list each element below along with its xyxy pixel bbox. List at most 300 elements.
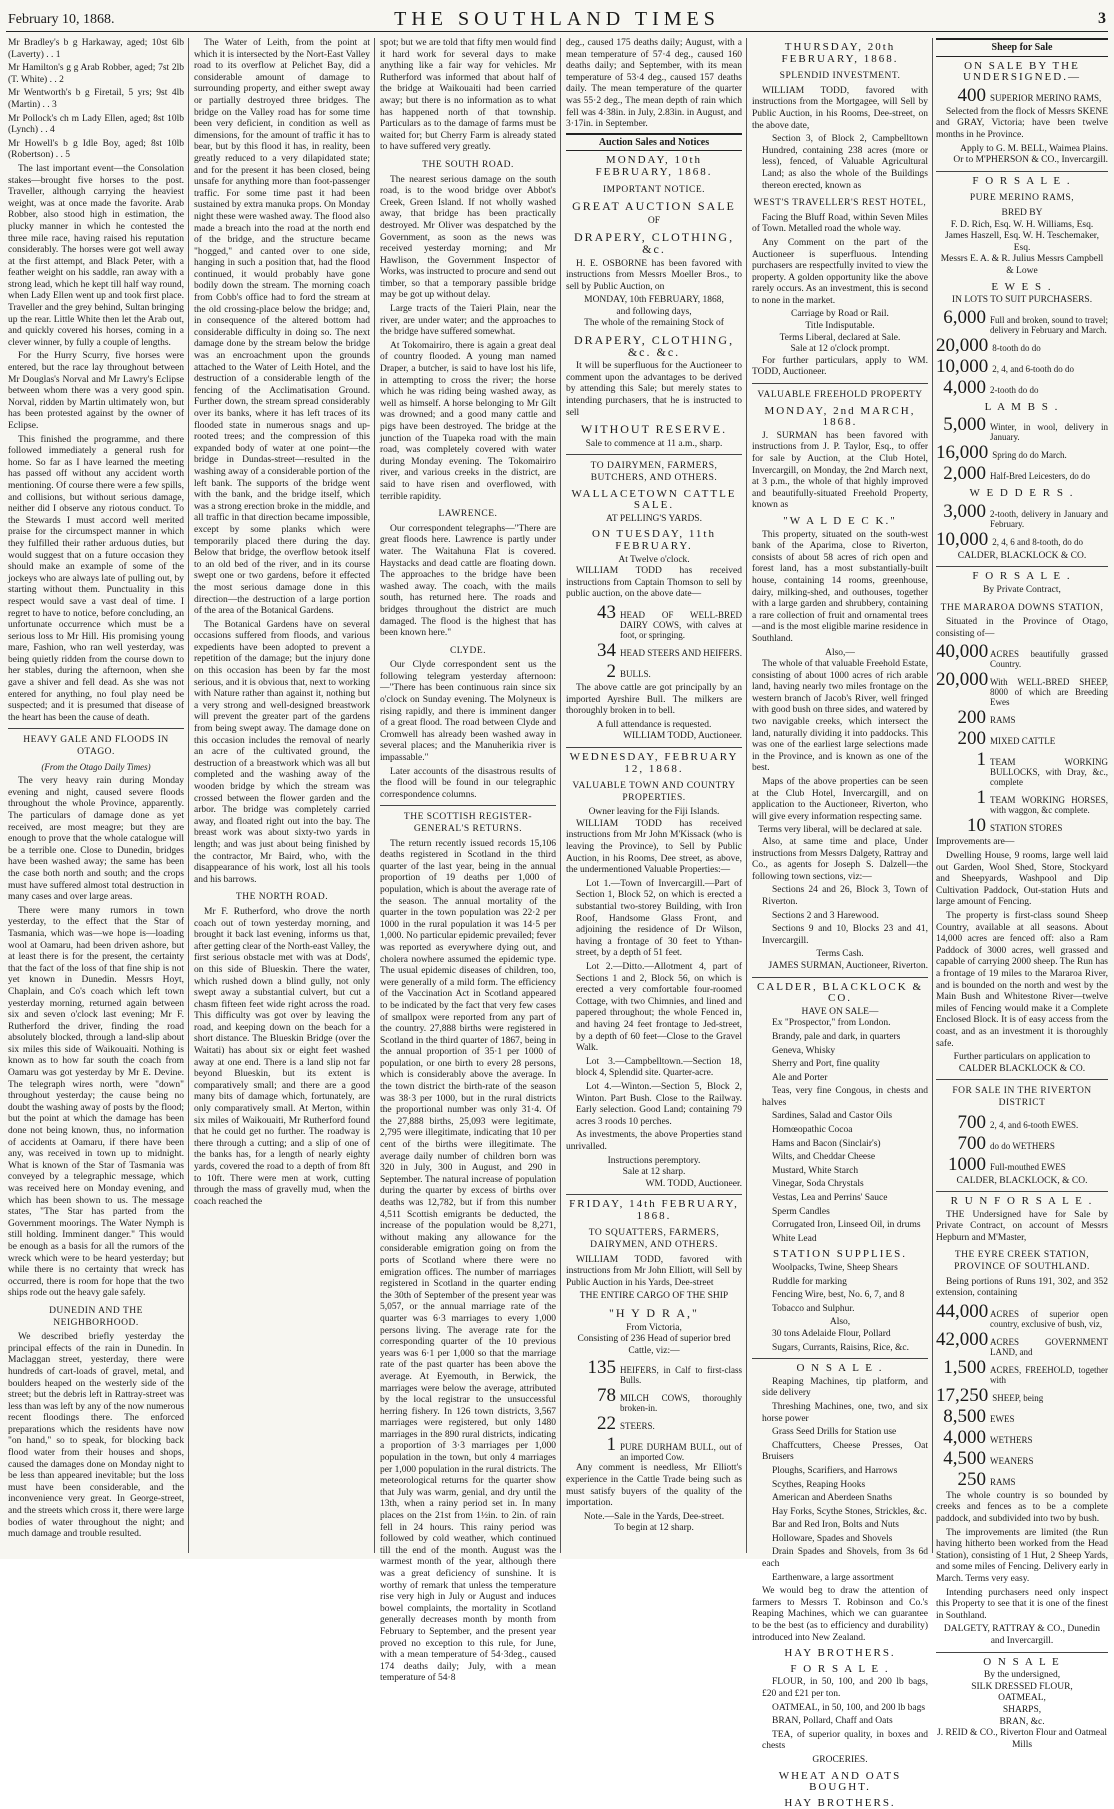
lot-item (936, 464, 1108, 484)
page-number: 3 (1098, 10, 1106, 27)
lot-text: EWES (990, 1413, 1015, 1424)
ad-text: By Private Contract, (983, 585, 1061, 596)
ad-text: The above cattle are got principally by an imported Ayrshire Bull. The milkers are thoroughly broken in to bell. (566, 682, 742, 717)
lot-text: ACRES beautifully grassed Country. (990, 649, 1108, 670)
column-3 (380, 38, 556, 1684)
ad-text: Terms Cash. (816, 949, 864, 960)
list-item: Teas, very fine Congous, in chests and halves (762, 1086, 928, 1108)
lot-text: 8-tooth do do (992, 342, 1041, 353)
article-paragraph: The return recently issued records 15,106 deaths registered in Scotland in the third quarter of the last year, being in the annual proportion of 19 deaths per 1,000 of population, which is about the average rate of the season. The annual mortality of the quarter in the town population was 22·2 per 1000 in the rural population it was 14·5 per 1,000. No particular epidemic prevailed; fever was reported as everywhere dying out, and cholera nowhere assumed the epidemic type. The usual epidemic diseases of children, too, were generally of a mild form. The efficiency of the Vaccination Act in Scotland appeared to be indicated by the fact that very few cases of smallpox were reported from any part of the country. 27,888 births were registered in Scotland in the third quarter of 1867, being in the annual proportion of 35·1 per 1000 of population, or one birth to every 28 persons, which is considerably above the average. In the town district the birth-rate of the season was 38·3 per 1000, but in the rural districts the proportional number was only 31·4. Of the 27,888 births, 25,093 were legitimate, 2,795 were illegitimate, indicating that 10 per cent of the births were illegitimate. The average daily number of children born was 320 in July, 300 in August, and 290 in September. The natural increase of population during the quarter by excess of births over deaths was 12,782, but if from this number 4,511 Scottish emigrants be deducted, the increase of the population would be 8,271, without making any allowance for the considerable emigration going on from the ports of Scotland where there were no emigration offices. The number of marriages registered in Scotland in the quarter ending the 30th of September of the present year was 5,057, or the annual marriage rate of the quarter was 6·3 marriages to every 1,000 persons living. The average rate for the corresponding quarter of the 10 previous years was 6·1 per 1,000 so that the marriage rate of the past quarter has been above the average. At Eyemouth, in Berwick, the marriages were below the average, attributed by the local registrar to the unsuccessful herring fishery. In 126 town districts, 3,567 marriages were registered, but only 1480 marriages in the 890 rural districts, indicating a proportion of 3·3 marriages per 1,000 population in the town, but only 4 marriages per 1,000 population in the rural districts. The meteorological returns for the quarter show that July was warm, genial, and dry until the 13th, when a rainy period set in. In many places on the 21st from 1½in. to 2in. of rain fell in 24 hours. This rainy period was followed by cold weather, which continued till the end of the month. August was the warmest month of the year, although there was a great deficiency of sunshine. It is worthy of remark that unless the temperature rise very high in July or August and induces bowel complaints, the mortality in Scotland generally decreases month by month from February to September, and the present year proved no exception to this rule, for June, with a mean temperature of 54·3deg., caused 174 deaths daily; July, with a mean temperature of 54·8 (380, 838, 556, 1684)
lot-number: 40,000 (936, 641, 989, 663)
article-paragraph: spot; but we are told that fifty men would find it hard work for several days to make anything like a fair way for vehicles. Mr Rutherford was informed that about half of the bridge at Waikouaiti had been carried away; but there is no information as to what has happened north of that township. Particulars as to the damage of farms must be waited for; but Cherry Farm is already stated to have suffered very greatly. (380, 38, 556, 153)
race-result: Mr Pollock's ch m Lady Ellen, aged; 8st 10lb (Lynch) . . 4 (8, 113, 184, 136)
lot-item (936, 357, 1108, 377)
list-item: Mustard, White Starch (772, 1165, 859, 1176)
ad-text: The whole of the remaining Stock of (584, 318, 724, 329)
column-6 (936, 38, 1108, 1750)
lot-number: 400 (957, 84, 986, 106)
ad-text: Section 3, of Block 2, Campbelltown Hundred, containing 238 acres (more or less), fenced, of Valuable Agricultural Land; as also the whole of the Buildings thereon erected, known as (762, 134, 928, 191)
ad-title: WALLACETOWN CATTLE SALE. (571, 487, 737, 512)
article-paragraph: There were many rumors in town yesterday, to the effect that the Star of Tasmania, which was—we hope is—loading wool at Oamaru, had been driven ashore, but at least there is for the present, the certainty that the fact of the loss of that fine ship is not yet known in Dunedin. Messrs Hoyt, Chaplain, and Co's coach which left town yesterday morning, returned again between six and seven o'clock last evening; Mr F. Rutherford the driver, finding the road absolutely blocked, through a land-slip about six miles this side of Waikouaiti. Nothing is known as to how far south the coach from Oamaru was got yesterday by Mr E. Devine. The telegraph wires north, were "down" throughout yesterday; the cause being no doubt the washing away of posts by the flood; but the point at which the damage has been done not being known, thus, no information of accidents at Oamaru, if there have been any, was received in town up to midnight. What is known of the Star of Tasmania was conveyed by a telegraphic message, which was received here on Monday evening, and which has been shown to us. The message states, "The Star has parted from the Government moorings. The Water Nymph is still holding. Imminent danger." This would be enough as a basis for all the rumors of the wreck which were to be heard yesterday; but while there is no certainty that wreck has occurred, there is room for hope that the two ships rode out the heavy gale safely. (8, 905, 184, 1299)
ad-text: James Haszell, Esq. W. H. Teschemaker, Esq. (945, 231, 1099, 253)
ad-text: Also, (829, 1317, 851, 1328)
ad-text: Terms very liberal, will be declared at sale. (758, 825, 922, 836)
lot-item (936, 1330, 1108, 1357)
ad-text: As investments, the above Properties stand unrivalled. (566, 1130, 742, 1152)
divider (752, 977, 928, 978)
list-item: American and Aberdeen Snaths (772, 1493, 893, 1504)
ad-title: O N S A L E . (796, 1362, 884, 1375)
ad-text: We would beg to draw the attention of farmers to Messrs T. Robinson and Co.'s Reaping Machines, which we can guarantee to be the best (as to efficiency and durability) introduced into New Zealand. (752, 1586, 928, 1643)
ad-text: For further particulars, apply to WM. TODD, Auctioneer. (752, 355, 928, 378)
article-paragraph: The Botanical Gardens have on several occasions suffered from floods, and various expedients have been adopted to prevent a repetition of the damage; but the injury done on this occasion has been by far the most serious, and it is obvious that, next to working with Nature rather than against it, nothing but a very strong and well-designed breastwork will prevent the greater part of the gardens from being swept away. The damage done on this occasion includes the removal of nearly an acre of the cultivated ground, the destruction of a breastwork which was all but completed and the washing away of the wooden bridge by which the stream was crossed between the flower garden and the arbor. The bridge was completely carried away, and floated right out into the bay. The breast work was about sixty-two yards in length; and was just about being finished by the contractor, Mr Baird, who, with the disappearance of his work, lost all his tools and his barrows. (194, 619, 370, 885)
lot-item (936, 378, 1108, 398)
lot-text: TEAM WORKING BULLOCKS, with Dray, &c., complete (990, 757, 1108, 788)
lot-item (566, 603, 742, 640)
lot-item (936, 1386, 1108, 1406)
ad-text: Title Indisputable. (805, 321, 875, 332)
divider (380, 805, 556, 806)
ad-title: F O R S A L E . (972, 174, 1072, 187)
lot-number: 43 (597, 601, 616, 623)
article-subheading: DUNEDIN AND THE NEIGHBORHOOD. (49, 1305, 143, 1328)
ad-text: By the undersigned, (983, 1670, 1061, 1681)
lot-number: 250 (957, 1468, 986, 1490)
lot-item (936, 708, 1108, 728)
lot-text: MILCH COWS, thoroughly broken-in. (620, 1393, 742, 1414)
lot-number: 34 (597, 639, 616, 661)
lot-item (936, 415, 1108, 442)
ad-text: From Victoria, (626, 1322, 682, 1333)
ad-text: Intending purchasers need only inspect this Property to see that it is one of the finest in Southland. (936, 1587, 1108, 1621)
ad-signature: WM. TODD, Auctioneer. (645, 1178, 742, 1189)
article-paragraph: Large tracts of the Taieri Plain, near the river, are under water; and the approaches to the bridge have suffered somewhat. (380, 304, 556, 338)
ad-text: WILLIAM TODD has received instructions from Mr John M'Kissack (who is leaving the Province), to Sell by Public Auction, in his Rooms, Dee street, as above, the undermentioned Valuable Properties:— (566, 818, 742, 876)
lot-item (936, 1134, 1108, 1154)
ad-text: AT PELLING'S YARDS. (606, 513, 702, 524)
ad-heading: E W E S . (991, 280, 1053, 293)
lot-item (566, 1435, 742, 1462)
estate-name: "W A L D E C K." (783, 514, 897, 527)
ad-text: Sale to commence at 11 a.m., sharp. (585, 438, 723, 449)
lot-item (936, 1428, 1108, 1448)
lot-item (936, 336, 1108, 356)
article-paragraph: We described briefly yesterday the principal effects of the rain in Dunedin. In Maclaggan street, yesterday, there were hundreds of cart-loads of gravel, metal, and boulders heaped on the westerly side of the street; but the debris left in Rattray-street was less than was left by any of the now numerous recent floodings there. The enforced preparations which the residents have now "on hand," so to speak, for blocking back flood water from their houses and shops, caused the damages done on Monday night to be less than appeared inevitable; but the loss must have been considerable, and the inconvenience very great. In George-street, and the streets which cross it, there were large bodies of water throughout the night; and much damage and trouble resulted. (8, 1332, 184, 1540)
lot-number: 4,500 (943, 1447, 986, 1469)
lot-text: SUPERIOR MERINO RAMS, (990, 92, 1102, 103)
list-item: Woolpacks, Twine, Sheep Shears (772, 1263, 898, 1273)
ad-text: Messrs E. A. & R. Julius Messrs Campbell & Lowe (940, 254, 1104, 276)
lot-item (936, 1407, 1108, 1427)
lot-text: RAMS (990, 715, 1016, 726)
ad-signature: JAMES SURMAN, Auctioneer, Riverton. (768, 960, 928, 971)
article-subheading: LAWRENCE. (438, 509, 498, 520)
ad-text: Instructions peremptory. (607, 1155, 701, 1166)
ad-text: WILLIAM TODD has received instructions from Captain Thomson to sell by public auction, on the above date— (566, 566, 742, 600)
ad-date: MONDAY, 10th FEBRUARY, 1868. (595, 154, 713, 178)
divider (8, 728, 184, 729)
ad-heading: PURE MERINO RAMS, (969, 193, 1075, 204)
lot-item (936, 1470, 1108, 1490)
ad-lot: Sections 9 and 10, Blocks 23 and 41, Invercargill. (762, 924, 928, 946)
lot-number: 200 (957, 707, 986, 729)
ad-title: WITHOUT RESERVE. (580, 422, 728, 437)
lot-text: BULLS. (620, 668, 651, 679)
ad-date: THURSDAY, 20th FEBRUARY, 1868. (781, 41, 899, 65)
lot-number: 200 (957, 728, 986, 750)
ad-text: The improvements are limited (the Run having hitherto been worked from the Head Station), consisting of 1 Hut, 2 Sheep Yards, and some miles of Fencing. Delivery early in March. Terms very easy. (936, 1527, 1108, 1584)
lot-number: 20,000 (936, 334, 989, 356)
list-item: Hams and Bacon (Sinclair's) (772, 1138, 881, 1149)
article-paragraph: Our correspondent telegraphs—"There are great floods here. Lawrence is partly under water. The Waitahuna Flat is covered. Haystacks and dead cattle are floating down. The approaches to the bridge have been washed away. The coach, with the mails south, has returned here. The roads and bridges throughout the district are much damaged. The flood is the highest that has been known here." (380, 523, 556, 639)
ad-text: Any Comment on the part of the Auctioneer is superfluous. Intending purchasers are respectfully invited to view the property. A golden opportunity like the above rarely occurs. As an investment, this is second to none in the market. (752, 237, 928, 306)
ad-lot: Sections 2 and 3 Harewood. (772, 910, 879, 921)
lot-text: 2, 4, and 6-tooth EWES. (990, 1119, 1079, 1130)
ad-signature: HAY BROTHERS. (784, 1647, 896, 1660)
lot-text: Spring do do March. (992, 450, 1067, 461)
list-item: Threshing Machines, one, two, and six horse power (762, 1401, 928, 1424)
ad-text: BRED BY (1001, 207, 1043, 218)
list-item: Ruddle for marking (772, 1276, 847, 1287)
list-item: Sperm Candles (772, 1206, 830, 1217)
article-heading: HEAVY GALE AND FLOODS IN OTAGO. (23, 735, 169, 758)
list-item: Fencing Wire, best, No. 6, 7, and 8 (772, 1290, 905, 1301)
ad-text: THE ENTIRE CARGO OF THE SHIP (579, 1291, 729, 1302)
ad-text: Terms Liberal, declared at Sale. (779, 332, 901, 343)
article-paragraph: The nearest serious damage on the south road, is to the wood bridge over Abbot's Creek, Green Island. If not wholly washed away, that bridge has been practically destroyed. Mr Oliver was despatched by the Government, as soon as the news was received yesterday morning; and Mr Hawlison, the Government Inspector of Works, was instructed to procure and send out timber, so that a temporary passible bridge may be got up without delay. (380, 174, 556, 301)
ad-date: ON TUESDAY, 11th FEBRUARY. (592, 528, 716, 552)
lot-number: 10 (967, 815, 986, 837)
lot-item (936, 86, 1108, 106)
lot-text: HEIFERS, in Calf to first-class Bulls. (620, 1365, 742, 1386)
lot-text: PURE DURHAM BULL, out of an imported Cow. (620, 1442, 742, 1463)
list-item: Vestas, Lea and Perrins' Sauce (772, 1193, 888, 1204)
ad-date: FRIDAY, 14th FEBRUARY, 1868. (569, 1198, 739, 1222)
list-item: Brandy, pale and dark, in quarters (772, 1031, 901, 1042)
ad-heading: THE EYRE CREEK STATION, PROVINCE OF SOUTHLAND. (954, 1250, 1090, 1273)
race-result: Mr Bradley's b g Harkaway, aged; 10st 6lb (Laverty) . . 1 (8, 38, 184, 60)
section-header: Auction Sales and Notices (566, 133, 742, 152)
race-result: Mr Hamilton's g g Arab Robber, aged; 7st 2lb (T. White) . . 2 (8, 63, 184, 85)
ad-heading: L A M B S . (984, 400, 1060, 413)
list-item: Scythes, Reaping Hooks (772, 1479, 866, 1490)
lot-number: 17,250 (936, 1384, 989, 1406)
ad-text: Sale at 12 sharp. (622, 1167, 686, 1178)
list-item: Ex "Prospector," from London. (772, 1018, 891, 1029)
ad-signature: CALDER, BLACKLOCK & CO. (957, 550, 1087, 561)
lot-item (936, 1449, 1108, 1469)
ad-text: At Twelve o'clock. (618, 554, 690, 565)
ad-signature: Apply to G. M. BELL, Waimea Plains. (960, 143, 1108, 154)
ad-text: Improvements are— (936, 837, 1015, 848)
lot-text: TEAM WORKING HORSES, with waggon, &c complete. (990, 795, 1108, 816)
lot-text: 2, 4, 6 and 8-tooth, do do (992, 536, 1083, 547)
lot-number: 16,000 (936, 442, 989, 464)
lot-number: 1 (976, 787, 986, 809)
ad-signature: HAY BROTHERS. (784, 1796, 896, 1809)
lot-number: 42,000 (936, 1328, 989, 1350)
ad-date: MONDAY, 2nd MARCH, 1868. (764, 404, 916, 429)
ad-title: R U N F O R S A L E . (950, 1195, 1094, 1208)
divider (936, 1191, 1108, 1192)
list-item: Homœopathic Cocoa (772, 1125, 853, 1136)
ad-title: F O R S A L E . (972, 570, 1072, 583)
ad-title: ON SALE BY THE UNDERSIGNED.— (963, 59, 1081, 84)
ad-heading: FOR SALE IN THE RIVERTON DISTRICT (952, 1086, 1092, 1108)
column-5 (752, 38, 928, 1809)
divider (566, 1194, 742, 1195)
lot-text: HEAD OF WELL-BRED DAIRY COWS, with calves at foot, or springing. (620, 609, 742, 640)
lot-number: 5,000 (943, 414, 986, 436)
ad-text: Also, at same time and place, Under instructions from Messrs Dalgety, Rattray and Co., as agents for Joseph S. Dalzell—the following town sections, viz:— (752, 837, 928, 882)
divider (936, 1079, 1108, 1080)
article-paragraph: Later accounts of the disastrous results of the flood will be found in our telegraphic correspondence columns. (380, 766, 556, 800)
list-item: TEA, of superior quality, in boxes and chests (762, 1729, 928, 1752)
ad-heading: VALUABLE TOWN AND COUNTRY PROPERTIES. (572, 781, 736, 803)
article-subheading: CLYDE. (449, 645, 487, 656)
lot-number: 2,000 (943, 463, 986, 485)
lot-text: Winter, in wool, delivery in January. (990, 422, 1108, 443)
ad-text: Note.—Sale in the Yards, Dee-street. (583, 1511, 725, 1522)
column-4 (566, 38, 742, 1553)
ad-text: The whole of that valuable Freehold Estate, consisting of about 1000 acres of rich arable land, having nearly two miles frontage on the western branch of Jacob's River, well fringed with good bush on three sides, and watered by two navigable creeks, which intersect the land, naturally dividing it into paddocks. This was one of the earliest large selections made in the Province, and is known as one of the best. (752, 659, 928, 774)
lot-text: Full and broken, sound to travel; delivery in February and March. (990, 314, 1108, 335)
lot-number: 1,500 (943, 1356, 986, 1378)
ad-heading: STATION SUPPLIES. (773, 1248, 907, 1261)
ad-heading: W E D D E R S . (969, 487, 1075, 500)
article-paragraph: deg., caused 175 deaths daily; August, with a mean temperature of 57·4 deg., caused 160 deaths daily; and September, with its mean temperature of 53·4 deg., caused 157 deaths daily. The mean temperature of the quarter was 55·2 deg., The mean depth of rain which fell was 4·38in. in July, 2.83in. in August, and 3·17in. in September. (566, 38, 742, 130)
lot-item (936, 1155, 1108, 1175)
article-subheading: THE NORTH ROAD. (235, 892, 329, 903)
lot-item (936, 502, 1108, 529)
list-item: Holloware, Spades and Shovels (772, 1533, 893, 1544)
lot-number: 4,000 (943, 1426, 986, 1448)
ad-heading: THE MARAROA DOWNS STATION, (940, 602, 1104, 613)
list-item: Drain Spades and Shovels, from 3s 6d each (762, 1547, 928, 1570)
ad-text: Any comment is needless, Mr Elliott's experience in the Cattle Trade being such as must satisfy buyers of the quality of the importation. (566, 1463, 742, 1509)
lot-text: STEERS. (620, 1421, 655, 1432)
lot-text: WETHERS (990, 1434, 1033, 1445)
ad-text: THE Undersigned have for Sale by Private Contract, on account of Messrs Hepburn and M'Master, (936, 1209, 1108, 1243)
ad-text: Maps of the above properties can be seen at the Club Hotel, Invercargill, and on application to the Auctioneer, Riverton, who will give every information respecting same. (752, 777, 928, 822)
lot-number: 1 (976, 749, 986, 771)
ad-text: SHARPS, (1002, 1704, 1042, 1715)
ad-lot: Sections 24 and 26, Block 3, Town of Riverton. (762, 885, 928, 907)
list-item: Reaping Machines, tip platform, and side delivery (762, 1376, 928, 1399)
ad-text: F. D. Rich, Esq. W. H. Williams, Esq. (950, 219, 1094, 230)
lot-number: 2 (606, 660, 616, 682)
lot-text: HEAD STEERS AND HEIFERS. (620, 647, 743, 658)
list-item: 30 tons Adelaide Flour, Pollard (772, 1328, 891, 1339)
ad-heading: TO SQUATTERS, FARMERS, DAIRYMEN, AND OTHERS. (588, 1228, 720, 1251)
article-paragraph: Mr F. Rutherford, who drove the north coach out of town yesterday morning, and brought it back last evening, informs us that, after getting clear of the North-east Valley, the first serious obstacle met with was at Dods', on this side of Blueskin. There the water, which rushed down a blind gully, not only swept away a substantial culvert, but cut a chasm fifteen feet wide right across the road. This difficulty was got over by leaving the road, and keeping down on the beach for a short distance. The Blueskin Bridge (over the Waitati) has about six or eight feet washed away at one end. There is a land slip not far beyond Blueskin, but its extent is comparatively small; and there are a good many bits of damage which, fortunately, are only comparatively small. At Merton, within six miles of Waikouaiti, Mr Rutherford found that he could get no further. The roadway is there through a cutting; and a slip of one of the banks has, for a length of nearly eighty yards, covered the road to a depth of from 8ft to 10ft. There were men at work, cutting through the mass of gravelly mud, when the coach reached the (194, 906, 370, 1207)
lot-number: 3,000 (943, 500, 986, 522)
column-1 (8, 38, 184, 1553)
column-rule (188, 38, 189, 1553)
ad-text: Being portions of Runs 191, 302, and 352 extension, containing (936, 1276, 1108, 1299)
ad-text: Sale at 12 o'clock prompt. (790, 344, 890, 355)
race-result: Mr Wentworth's b g Firetail, 5 yrs; 9st 4lb (Martin) . . 3 (8, 88, 184, 110)
issue-date: February 10, 1868. (8, 12, 115, 27)
list-item: Earthenware, a large assortment (772, 1572, 894, 1583)
lot-item (566, 662, 742, 682)
ad-text: OATMEAL, (998, 1693, 1046, 1704)
lot-number: 78 (597, 1385, 616, 1407)
list-item: Geneva, Whisky (772, 1045, 836, 1056)
ad-text: IN LOTS TO SUIT PURCHASERS. (951, 295, 1093, 306)
ad-text: J. SURMAN has been favored with instructions from J. P. Taylor, Esq., to offer for sale by Auction, at the Club Hotel, Invercargill, on Monday, the 2nd March next, at 3 p.m., the whole of that highly improved and beautifully-situated Freehold Property, known as (752, 430, 928, 511)
list-item: Sugars, Currants, Raisins, Rice, &c. (772, 1342, 909, 1353)
ad-text: Selected from the flock of Messrs SKENE and GRAY, Victoria; have been twelve months in he Province. (936, 106, 1108, 140)
lot-text: STATION STORES (990, 823, 1063, 834)
ad-signature: CALDER, BLACKLOCK, & CO. (956, 1175, 1088, 1186)
lot-item (936, 1302, 1108, 1329)
ad-heading: WHEAT AND OATS BOUGHT. (778, 1769, 902, 1794)
lot-item (936, 1113, 1108, 1133)
list-item: FLOUR, in 50, 100, and 200 lb bags, £20 and £21 per ton. (762, 1677, 928, 1699)
ad-title: O N S A L E (983, 1655, 1061, 1668)
ad-text: Consisting of 236 Head of superior bred Cattle, viz:— (577, 1334, 731, 1356)
ad-title: CALDER, BLACKLOCK & CO. (756, 980, 924, 1005)
ad-text: The whole country is so bounded by creeks and fences as to be a complete paddock, and subdivided into two by bush. (936, 1490, 1108, 1525)
ad-text: A full attendance is requested. (596, 719, 712, 730)
ad-lot: Lot 4.—Winton.—Section 5, Block 2, Winton. Part Bush. Close to the Railway. Early selection. Good Land; containing 79 acres 3 roods 10 perches. (576, 1081, 742, 1127)
ad-heading: WEST'S TRAVELLER'S REST HOTEL, (753, 198, 927, 209)
column-2 (194, 38, 370, 1553)
ad-text: H. E. OSBORNE has been favored with instructions from Messrs Moeller Bros., to sell by Public Auction, on (566, 258, 742, 292)
ad-text: OF (647, 215, 661, 226)
lot-text: ACRES of superior open country, exclusive of bush, viz, (990, 1308, 1108, 1329)
article-paragraph: The Water of Leith, from the point at which it is intersected by the Nort-East Valley road to its overflow at Pelichet Bay, did a considerable amount of damage to surrounding property, and either swept away or partially destroyed three bridges. The bridge on the Valley road has for some time been very deficient, in condition as well as dimensions, for the amount of traffic it has to bear, but by this flood it has, in reality, been greatly reduced to a very dilapidated state; and for the present it has been closed, being unsafe for anything more than foot-passenger traffic. For some time past it had been sustained by extra manuka props. On Monday night these were washed away. The flood also made a breach into the road at the north end of the bridge, and the structure became "hogged," and canted over to one side, hanging in such a position that, had the flood continued, it would probably have gone bodily down the stream. The morning coach from Cobb's office had to ford the stream at the old crossing-place below the bridge; and, in consequence of the altered bottom had considerable difficulty in doing so. The next damage done by the stream below the bridge was an encroachment upon the grounds attached to the Water of Leith Hotel, and the destruction of a considerable length of the fencing of the Acclimatisation Ground. Further down, the stream spread considerably over its banks, where it has left traces of its flooded state in numerous snags and up-rooted trees; and the compression of this expanded body of water at one point—the bridge in Dundas-street—resulted in the washing away of a considerable portion of the left bank. The supports of the bridge went with the bank, and the bridge itself, which was a strong erection broke in the middle, and all traffic in that direction became impossible, except by some planks which were temporarily placed there during the day. Below that bridge, the overflow betook itself to an old bed of the river, and in its course swept one or two gardens, before it effected the most serious damage done in this direction—the destruction of a large portion of the area of the Botanical Gardens. (194, 38, 370, 617)
ad-text: WILLIAM TODD, favored with instructions from Mr John Elliott, will Sell by Public Auction in his Yards, Dee-street (566, 1254, 742, 1288)
divider (566, 747, 742, 748)
ad-text: Situated in the Province of Otago, consisting of— (936, 617, 1108, 639)
list-item: Grass Seed Drills for Station use (772, 1427, 897, 1438)
lot-number: 1000 (948, 1153, 986, 1175)
lot-item (936, 816, 1108, 836)
ad-signature: Further particulars on application to CALDER BLACKLOCK & CO. (953, 1052, 1091, 1074)
ad-signature: Or to M'PHERSON & CO., Invercargill. (953, 155, 1108, 166)
lot-number: 44,000 (936, 1300, 989, 1322)
lot-number: 8,500 (943, 1405, 986, 1427)
lot-number: 6,000 (943, 306, 986, 328)
lot-text: MIXED CATTLE (990, 736, 1056, 747)
lot-text: ACRES GOVERNMENT LAND, and (990, 1336, 1108, 1357)
lot-item (936, 670, 1108, 707)
ad-text: It will be superfluous for the Auctioneer to comment upon the advantages to be derived by attending this Sale; but merely states to intending purchasers, that he is instructed to sell (566, 361, 742, 418)
article-paragraph: The last important event—the Consolation stakes—brought five horses to the post. Traveller, although carrying the heaviest weight, was at once made the favorite. Arab Robber, also stood high in estimation, the plucky manner in which he contested the three mile race, having raised his reputation considerably. The horses were got well away at the first attempt, and Black Peter, with a feather weight on his saddle, ran away with a strong lead, which he kept till half way round, when Lady Ellen went up and took first place. Traveller and the grey behind, Sultan bringing up the rear. Little White then let the Arab out, and quickly covered his horses, coming in a clever winner, by fully a couple of lengths. (8, 163, 184, 348)
ad-text: HAVE ON SALE— (801, 1006, 879, 1017)
masthead (6, 6, 1108, 32)
ad-heading: VALUABLE FREEHOLD PROPERTY (757, 390, 923, 401)
divider (936, 171, 1108, 172)
article-paragraph: This finished the programme, and there followed immediately a general rush for home. So far as I have learned the meeting has passed off without any accident worth mentioning. Of course there were a few spills, and collisions, but without serious damage, neither did I observe any riotous conduct. To the Stewards I must accord well merited praise for the circumspect manner in which they fulfilled their rather arduous duties, but would suggest that on a future occasion they should make an example of some of the jockeys who are always late of pulling out, by starting without them. Punctuality in this respect would save a vast deal of time. I regret to have to notice, before concluding, an unfortunate occurrence which must be a serious loss to Mr Hill. His promising young mare, Fashion, who ran well yesterday, was being quietly ridden from the course down to her stables, during the afternoon, when she gave a shiver and fell dead. As she was not entered for anything, no foul play need be suspected; and it is presumed that disease of the heart has been the cause of death. (8, 434, 184, 723)
column-rule (560, 38, 561, 1553)
section-header: Sheep for Sale (936, 38, 1108, 57)
ad-text: Owner leaving for the Fiji Islands. (588, 807, 720, 818)
divider (752, 383, 928, 384)
lot-text: SHEEP, being (992, 1392, 1044, 1403)
ad-text: The property is first-class sound Sheep Country, available at all seasons. About 14,000 acres are fenced off: also a Ram Paddock of 3000 acres, well grassed and capable of carrying 2000 sheep. The Run has a frontage of 19 miles to the Mararoa River, and is bounded on the north and west by the Main Bush and Whitestone River—twelve miles of Fencing would make it a Complete Enclosed Block. It is of easy access from the coast, and as an investment it is thoroughly safe. (936, 911, 1108, 1049)
lot-text: 2-tooth, delivery in January and February. (990, 508, 1108, 529)
lot-text: With WELL-BRED SHEEP, 8000 of which are Breeding Ewes (990, 677, 1108, 708)
ad-text: WILLIAM TODD, favored with instructions from the Mortgagee, will Sell by Public Auction, in his Rooms, Dee-street, on the above date, (752, 85, 928, 131)
lot-item (936, 308, 1108, 335)
divider (936, 566, 1108, 567)
list-item: Ploughs, Scarifiers, and Harrows (772, 1465, 898, 1476)
list-item: Ale and Porter (772, 1072, 828, 1083)
ad-text: and following days, (616, 306, 692, 317)
ship-name: "H Y D R A," (609, 1306, 699, 1321)
newspaper-title: THE SOUTHLAND TIMES (394, 8, 720, 30)
ad-signature: WILLIAM TODD, Auctioneer. (623, 731, 742, 742)
ad-text: To begin at 12 sharp. (614, 1523, 694, 1534)
column-rule (374, 38, 375, 1553)
ad-text: This property, situated on the south-west bank of the Aparima, close to Riverton, consists of about 58 acres of rich open and forest land, has a most substantially-built house, containing 14 rooms, greenhouse, dairy, milking-shed, and outhouses, together with a large garden and shrubbery, containing a rare collection of fruit and ornamental trees—and is the most eligible marine residence in Southland. (752, 529, 928, 644)
ad-date: MONDAY, 10th FEBRUARY, 1868, (584, 295, 724, 306)
lot-item (566, 641, 742, 661)
ad-text: Also,— (825, 647, 855, 658)
ad-heading: SPLENDID INVESTMENT. (779, 71, 901, 82)
article-paragraph: The very heavy rain during Monday evening and night, caused severe floods throughout the whole Province, apparently. The particulars of damage done as yet received, are most meagre; but they are enough to prove that the whole catalogue will be a terrible one. Close to Dunedin, bridges have been washed away; the same has been the case both north and south; and the crops must have suffered almost total destruction in many cases and over large areas. (8, 776, 184, 903)
lot-text: Full-mouthed EWES (990, 1161, 1066, 1172)
lot-number: 700 (957, 1132, 986, 1154)
ad-signature: DALGETY, RATTRAY & CO., Dunedin and Invercargill. (943, 1624, 1101, 1646)
article-paragraph: Our Clyde correspondent sent us the following telegram yesterday afternoon:—"There has been continuous rain since six o'clock on Sunday evening. The Molyneux is rising rapidly, and there is imminent danger of a great flood. The road between Clyde and Cromwell has already been washed away in several places; and the Manuherikia river is impassable." (380, 660, 556, 764)
lot-item (936, 750, 1108, 787)
lot-text: Half-Bred Leicesters, do do (990, 471, 1090, 482)
list-item: Wilts, and Cheddar Cheese (772, 1152, 876, 1163)
lot-text: 2, 4, and 6-tooth do do (992, 363, 1074, 374)
article-paragraph: For the Hurry Scurry, five horses were entered, but the race lay throughout between Mr Douglas's Norval and Mr Lawry's Eclipse between whom there was a very good spin. Norval, ridden by Martin ultimately won, but has been protested against by the owner of Eclipse. (8, 351, 184, 431)
ad-signature: J. REID & CO., Riverton Flour and Oatmeal Mills (937, 1728, 1107, 1750)
divider (936, 1652, 1108, 1653)
list-item: Corrugated Iron, Linseed Oil, in drums (772, 1220, 921, 1231)
race-result: Mr Howell's b g Idle Boy, aged; 8st 10lb (Robertson) . . 5 (8, 138, 184, 161)
ad-text: SILK DRESSED FLOUR, (971, 1681, 1073, 1692)
ad-title: GREAT AUCTION SALE (572, 199, 736, 214)
ad-text: GROCERIES. (812, 1754, 868, 1765)
ad-text: Facing the Bluff Road, within Seven Miles of Town. Metalled road the whole way. (752, 212, 928, 235)
lot-number: 22 (597, 1413, 616, 1435)
lot-item (936, 530, 1108, 550)
ad-title: F O R S A L E . (790, 1662, 890, 1675)
ad-date: WEDNESDAY, FEBRUARY 12, 1868. (569, 750, 739, 775)
lot-text: ACRES, FREEHOLD, together with (990, 1364, 1108, 1385)
lot-number: 4,000 (943, 376, 986, 398)
lot-text: WEANERS (990, 1455, 1034, 1466)
ad-lot: Lot 2.—Ditto.—Allotment 4, part of Sections 1 and 2, Block 56, on which is erected a very comfortable four-roomed Cottage, with two Chimnies, and lined and papered throughout; the whole Fenced in, and having 24 feet frontage to Jed-street, by a depth of 60 feet—Close to the Gravel Walk. (576, 962, 742, 1054)
ad-lot: Lot 3.—Campbelltown.—Section 18, block 4, Splendid site. Quarter-acre. (576, 1056, 742, 1079)
article-subheading: THE SOUTH ROAD. (422, 159, 514, 170)
divider (566, 454, 742, 455)
column-rule (932, 38, 933, 1553)
lot-number: 10,000 (936, 355, 989, 377)
list-item: Tobacco and Sulphur. (772, 1303, 855, 1314)
lot-item (936, 443, 1108, 463)
divider (752, 1358, 928, 1359)
lot-text: do do WETHERS (990, 1140, 1055, 1151)
ad-text: Carriage by Road or Rail. (791, 309, 889, 320)
list-item: OATMEAL, in 50, 100, and 200 lb bags (772, 1702, 926, 1713)
list-item: Chaffcutters, Cheese Presses, Oat Bruisers (762, 1440, 928, 1463)
ad-lot: Lot 1.—Town of Invercargill.—Part of Section 1, Block 52, on which is erected a substantial two-storey Building, with Iron Roof, Handsome Glass Front, and adjoining the residence of Dr Wilson, having a frontage of 30 feet to Ythan-street, by a depth of 51 feet. (576, 878, 742, 959)
list-item: BRAN, Pollard, Chaff and Oats (772, 1716, 893, 1727)
column-rule (746, 38, 747, 1553)
list-item: Bar and Red Iron, Bolts and Nuts (772, 1520, 899, 1531)
lot-item (566, 1386, 742, 1413)
ad-heading: TO DAIRYMEN, FARMERS, BUTCHERS, AND OTHERS. (590, 461, 718, 483)
